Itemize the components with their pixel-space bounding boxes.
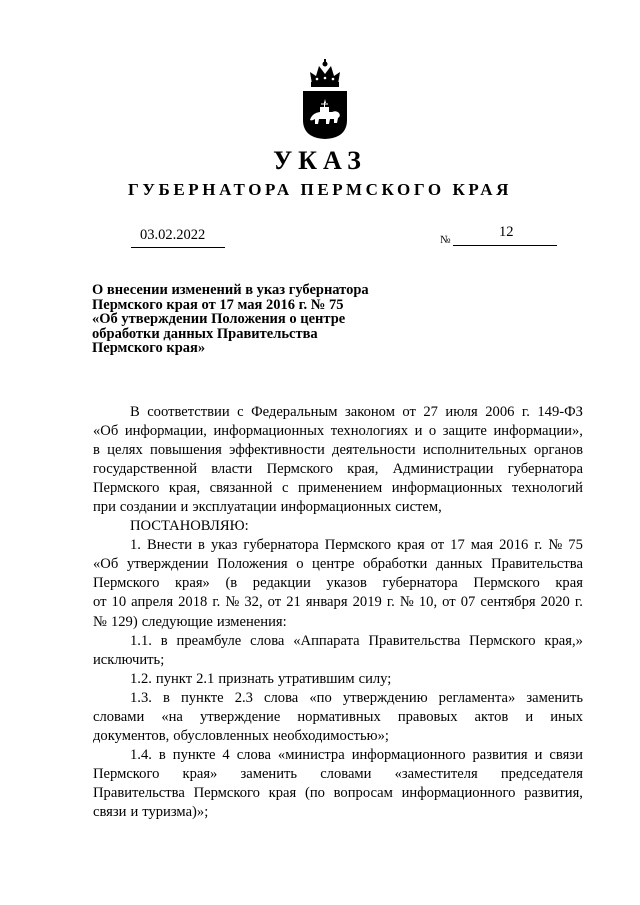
- body-line: [93, 460, 583, 479]
- body-word: Администрации: [392, 461, 494, 478]
- body-word: 149-ФЗ: [537, 404, 583, 420]
- body-word: связанной: [209, 480, 273, 497]
- body-word: обусловленных: [173, 727, 269, 744]
- number-underline: [453, 245, 557, 246]
- body-word: создании: [119, 499, 177, 516]
- body-word: и: [525, 708, 534, 725]
- body-word: защите: [442, 423, 487, 440]
- document-date: 03.02.2022: [140, 227, 206, 243]
- body-word: 07: [460, 594, 476, 611]
- body-word: информационного: [351, 746, 466, 763]
- body-word: иных: [550, 708, 583, 725]
- body-line: [93, 498, 583, 517]
- body-word: документов,: [93, 727, 170, 744]
- body-word: эффективности: [229, 442, 325, 459]
- body-word: Пермского: [93, 480, 160, 497]
- body-word: в: [198, 537, 205, 554]
- body-word: 2020: [540, 594, 570, 611]
- body-line: [93, 784, 583, 803]
- body-word: необходимостью»;: [272, 727, 389, 744]
- body-word: «заместителя: [394, 765, 478, 782]
- body-word: правовых: [397, 708, 458, 725]
- body-word: губернатора: [382, 575, 458, 592]
- body-word: губернатора: [507, 461, 583, 478]
- body-word: утверждению: [342, 689, 428, 706]
- document-subtitle: ГУБЕРНАТОРА ПЕРМСКОГО КРАЯ: [128, 180, 512, 199]
- body-word: информационных: [213, 423, 325, 440]
- body-word: 2.1: [196, 670, 215, 687]
- body-word: края: [397, 537, 425, 554]
- body-word: Пермского: [193, 784, 260, 801]
- body-word: признать: [218, 670, 274, 687]
- body-word: информационных: [280, 499, 392, 516]
- body-word: 1.: [130, 537, 141, 554]
- body-word: сентября: [480, 594, 536, 611]
- body-word: Пермского: [93, 765, 160, 782]
- body-word: слова: [264, 689, 299, 706]
- body-word: информации»,: [493, 423, 583, 440]
- body-word: власти: [211, 461, 253, 478]
- body-word: края»: [174, 575, 210, 592]
- body-word: г.: [386, 594, 395, 611]
- body-word: Пермского: [266, 461, 333, 478]
- body-line: [93, 651, 583, 670]
- body-word: края,: [347, 461, 379, 478]
- body-word: края,: [168, 480, 201, 497]
- body-word: 17: [450, 537, 465, 554]
- heading-line: «Об утверждении Положения о центре: [92, 311, 346, 327]
- body-word: технологиях: [330, 423, 409, 440]
- body-word: пункт: [155, 670, 193, 687]
- body-word: «Об: [93, 556, 119, 573]
- body-word: государственной: [93, 461, 198, 478]
- body-word: целях: [107, 442, 143, 459]
- body-word: Правительства: [491, 556, 583, 573]
- body-word: информационного: [401, 784, 516, 801]
- body-word: 2019: [352, 594, 382, 611]
- body-word: данных: [435, 556, 483, 573]
- body-word: изменения:: [216, 613, 287, 630]
- body-word: слова: [250, 632, 285, 649]
- body-line: [93, 689, 583, 708]
- body-word: и: [180, 499, 189, 516]
- body-word: 4: [222, 746, 230, 763]
- body-word: систем,: [395, 499, 442, 516]
- body-word: №: [93, 613, 107, 630]
- body-line: [93, 670, 583, 689]
- body-word: пункте: [172, 746, 216, 763]
- body-word: развития,: [524, 784, 583, 801]
- body-word: января: [305, 594, 348, 611]
- body-word: 1.2.: [130, 670, 152, 687]
- body-word: Положения: [217, 556, 288, 573]
- body-line: [93, 441, 583, 460]
- body-word: заменить: [526, 689, 583, 706]
- body-word: Федеральным: [251, 404, 338, 420]
- body-word: повышения: [150, 442, 222, 459]
- body-word: силу;: [358, 670, 392, 687]
- body-word: Пермского: [469, 632, 536, 649]
- body-word: исполнительных: [422, 442, 527, 459]
- body-word: «Аппарата: [293, 632, 360, 649]
- body-word: заменить: [240, 765, 298, 782]
- body-line: [93, 613, 583, 632]
- body-line: [93, 536, 583, 555]
- body-word: связи: [93, 803, 127, 820]
- body-word: законом: [344, 404, 395, 420]
- body-word: о: [428, 423, 437, 440]
- body-word: г.: [521, 404, 530, 420]
- body-word: 10,: [418, 594, 438, 611]
- date-underline: [131, 247, 225, 248]
- body-word: туризма)»;: [142, 803, 209, 820]
- body-word: Внести: [146, 537, 193, 554]
- body-line: [93, 479, 583, 498]
- body-word: утратившим: [277, 670, 355, 687]
- body-word: регламента»: [438, 689, 516, 706]
- body-word: указов: [326, 575, 367, 592]
- document-number: 12: [499, 224, 514, 240]
- body-word: №: [225, 594, 240, 611]
- body-line: [93, 517, 583, 536]
- heading-line: Пермского края от 17 мая 2016 г. № 75: [92, 296, 344, 313]
- coat-of-arms-emblem: [300, 58, 350, 140]
- body-line: [93, 422, 583, 441]
- body-word: г.: [574, 594, 583, 611]
- body-word: 1.4.: [130, 746, 152, 763]
- body-word: вопросам: [333, 784, 393, 801]
- body-line: [93, 765, 583, 784]
- document-body: [93, 403, 583, 822]
- body-word: преамбуле: [176, 632, 242, 649]
- body-word: края: [268, 784, 297, 801]
- body-word: «министра: [277, 746, 345, 763]
- body-word: края: [555, 575, 583, 592]
- body-word: апреля: [131, 594, 174, 611]
- body-word: 21: [286, 594, 301, 611]
- body-word: и: [414, 423, 423, 440]
- body-word: обработки: [363, 556, 428, 573]
- body-word: ПОСТАНОВЛЯЮ:: [130, 518, 249, 535]
- body-word: председателя: [500, 765, 583, 782]
- body-word: (в: [225, 575, 238, 592]
- heading-line: Пермского края»: [92, 340, 206, 356]
- body-word: Пермского: [93, 575, 160, 592]
- body-word: «по: [309, 689, 332, 706]
- body-word: В: [130, 404, 140, 420]
- body-word: №: [548, 537, 563, 554]
- crown-icon: [310, 59, 340, 87]
- body-word: 27: [423, 404, 438, 420]
- body-word: в: [158, 746, 166, 763]
- body-word: технологий: [511, 480, 583, 497]
- body-word: в: [160, 632, 168, 649]
- body-word: от: [442, 594, 456, 611]
- body-word: от: [93, 594, 107, 611]
- body-word: 1.3.: [130, 689, 152, 706]
- body-word: 75: [568, 537, 583, 554]
- body-line: [93, 555, 583, 574]
- body-word: 129): [110, 613, 138, 630]
- body-line: [93, 727, 583, 746]
- body-word: 1.1.: [130, 632, 152, 649]
- body-word: словами: [93, 708, 145, 725]
- body-word: утверждение: [199, 708, 281, 725]
- body-word: Правительства: [368, 632, 461, 649]
- heading-line: О внесении изменений в указ губернатора: [92, 282, 369, 298]
- body-word: о: [296, 556, 304, 573]
- body-word: в: [93, 442, 100, 459]
- body-word: центре: [312, 556, 355, 573]
- body-word: 10: [111, 594, 127, 611]
- body-word: органов: [533, 442, 583, 459]
- body-word: №: [399, 594, 414, 611]
- body-line: [93, 746, 583, 765]
- body-word: от: [402, 404, 416, 420]
- body-word: от: [267, 594, 282, 611]
- body-word: словами: [320, 765, 372, 782]
- body-word: 32,: [244, 594, 263, 611]
- document-heading: [92, 283, 369, 356]
- body-line: [93, 708, 583, 727]
- body-word: г.: [212, 594, 221, 611]
- body-word: указ: [210, 537, 238, 554]
- body-line: [93, 803, 583, 822]
- body-word: края,»: [544, 632, 583, 649]
- body-word: информации,: [124, 423, 207, 440]
- body-word: 2006: [485, 404, 515, 420]
- body-word: нормативных: [297, 708, 381, 725]
- body-word: развития: [472, 746, 528, 763]
- body-word: и: [534, 746, 543, 763]
- body-word: г.: [534, 537, 543, 554]
- number-label: №: [440, 234, 451, 246]
- body-word: от: [430, 537, 445, 554]
- body-word: губернатора: [243, 537, 319, 554]
- heading-line: обработки данных Правительства: [92, 325, 318, 342]
- body-word: пункте: [180, 689, 224, 706]
- body-line: [93, 632, 583, 651]
- body-word: исключить;: [93, 651, 165, 668]
- body-word: (по: [304, 784, 325, 801]
- body-word: с: [237, 404, 244, 420]
- body-line: [93, 593, 583, 612]
- body-word: Пермского: [324, 537, 392, 554]
- body-word: связи: [549, 746, 583, 763]
- body-word: и: [130, 803, 139, 820]
- body-word: 2018: [178, 594, 208, 611]
- body-word: Правительства: [93, 784, 185, 801]
- body-word: эксплуатации: [192, 499, 277, 516]
- body-word: мая: [470, 537, 494, 554]
- body-word: деятельности: [332, 442, 416, 459]
- body-line: [93, 574, 583, 593]
- body-word: редакции: [252, 575, 311, 592]
- body-word: июля: [445, 404, 478, 420]
- document-title: УКАЗ: [273, 146, 367, 175]
- body-word: Пермского: [473, 575, 540, 592]
- body-word: «Об: [93, 423, 119, 440]
- body-word: в: [162, 689, 170, 706]
- body-word: при: [93, 499, 116, 516]
- body-word: утверждении: [126, 556, 209, 573]
- body-word: соответствии: [147, 404, 230, 420]
- body-word: слова: [236, 746, 271, 763]
- body-word: актов: [474, 708, 509, 725]
- body-word: информационных: [391, 480, 503, 497]
- body-line: [93, 403, 583, 422]
- body-word: применением: [297, 480, 383, 497]
- body-word: 2.3: [234, 689, 253, 706]
- body-word: 2016: [499, 537, 529, 554]
- body-word: «на: [161, 708, 183, 725]
- body-word: края»: [182, 765, 218, 782]
- body-word: с: [281, 480, 289, 497]
- body-word: следующие: [141, 613, 213, 630]
- shield-icon: [303, 91, 347, 139]
